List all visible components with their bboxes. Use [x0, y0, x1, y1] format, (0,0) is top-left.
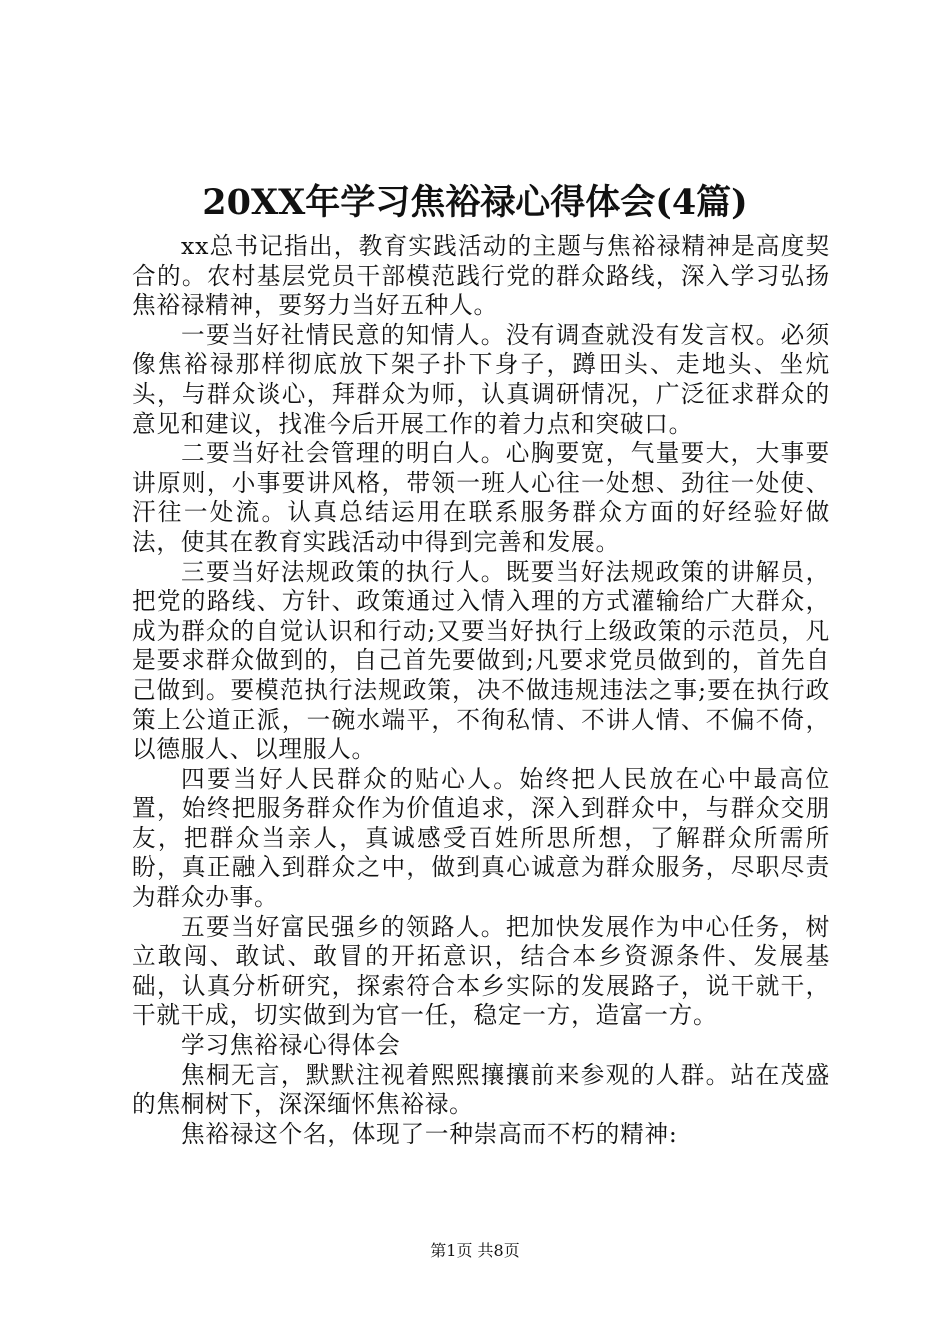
section-heading: 学习焦裕禄心得体会 — [181, 1031, 401, 1060]
paragraph: 焦桐无言，默默注视着熙熙攘攘前来参观的人群。站在茂盛的焦桐树下，深深缅怀焦裕禄。 — [132, 1060, 830, 1119]
paragraph: 一要当好社情民意的知情人。没有调查就没有发言权。必须像焦裕禄那样彻底放下架子扑下身子，蹲田头、走地头、坐炕头，与群众谈心，拜群众为师，认真调研情况，广泛征求群众的意见和建议，找准今后开展工作的着力点和突破口。 — [132, 320, 830, 438]
page-footer: 第1页 共8页 — [430, 1241, 520, 1260]
paragraph: xx总书记指出，教育实践活动的主题与焦裕禄精神是高度契合的。农村基层党员干部模范践行党的群众路线，深入学习弘扬焦裕禄精神，要努力当好五种人。 — [132, 232, 830, 320]
paragraph: 五要当好富民强乡的领路人。把加快发展作为中心任务，树立敢闯、敢试、敢冒的开拓意识，结合本乡资源条件、发展基础，认真分析研究，探索符合本乡实际的发展路子，说干就干，干就干成，切实做到为官一任，稳定一方，造富一方。 — [132, 912, 830, 1030]
paragraph: 四要当好人民群众的贴心人。始终把人民放在心中最高位置，始终把服务群众作为价值追求，深入到群众中，与群众交朋友，把群众当亲人，真诚感受百姓所思所想，了解群众所需所盼，真正融入到群众之中，做到真心诚意为群众服务，尽职尽责为群众办事。 — [132, 764, 830, 912]
document-body — [132, 232, 830, 1149]
paragraph: 二要当好社会管理的明白人。心胸要宽，气量要大，大事要讲原则，小事要讲风格，带领一班人心往一处想、劲往一处使、汗往一处流。认真总结运用在联系服务群众方面的好经验好做法，使其在教育实践活动中得到完善和发展。 — [132, 439, 830, 556]
paragraph: 焦裕禄这个名，体现了一种崇高而不朽的精神: — [181, 1119, 678, 1148]
paragraph: 三要当好法规政策的执行人。既要当好法规政策的讲解员，把党的路线、方针、政策通过入情入理的方式灌输给广大群众，成为群众的自觉认识和行动;又要当好执行上级政策的示范员，凡是要求群众做到的，自己首先要做到;凡要求党员做到的，首先自己做到。要模范执行法规政策，决不做违规违法之事;要在执行政策上公道正派，一碗水端平，不徇私情、不讲人情、不偏不倚，以德服人、以理服人。 — [132, 557, 830, 764]
document-title: 20XX年学习焦裕禄心得体会(4篇) — [202, 182, 748, 223]
